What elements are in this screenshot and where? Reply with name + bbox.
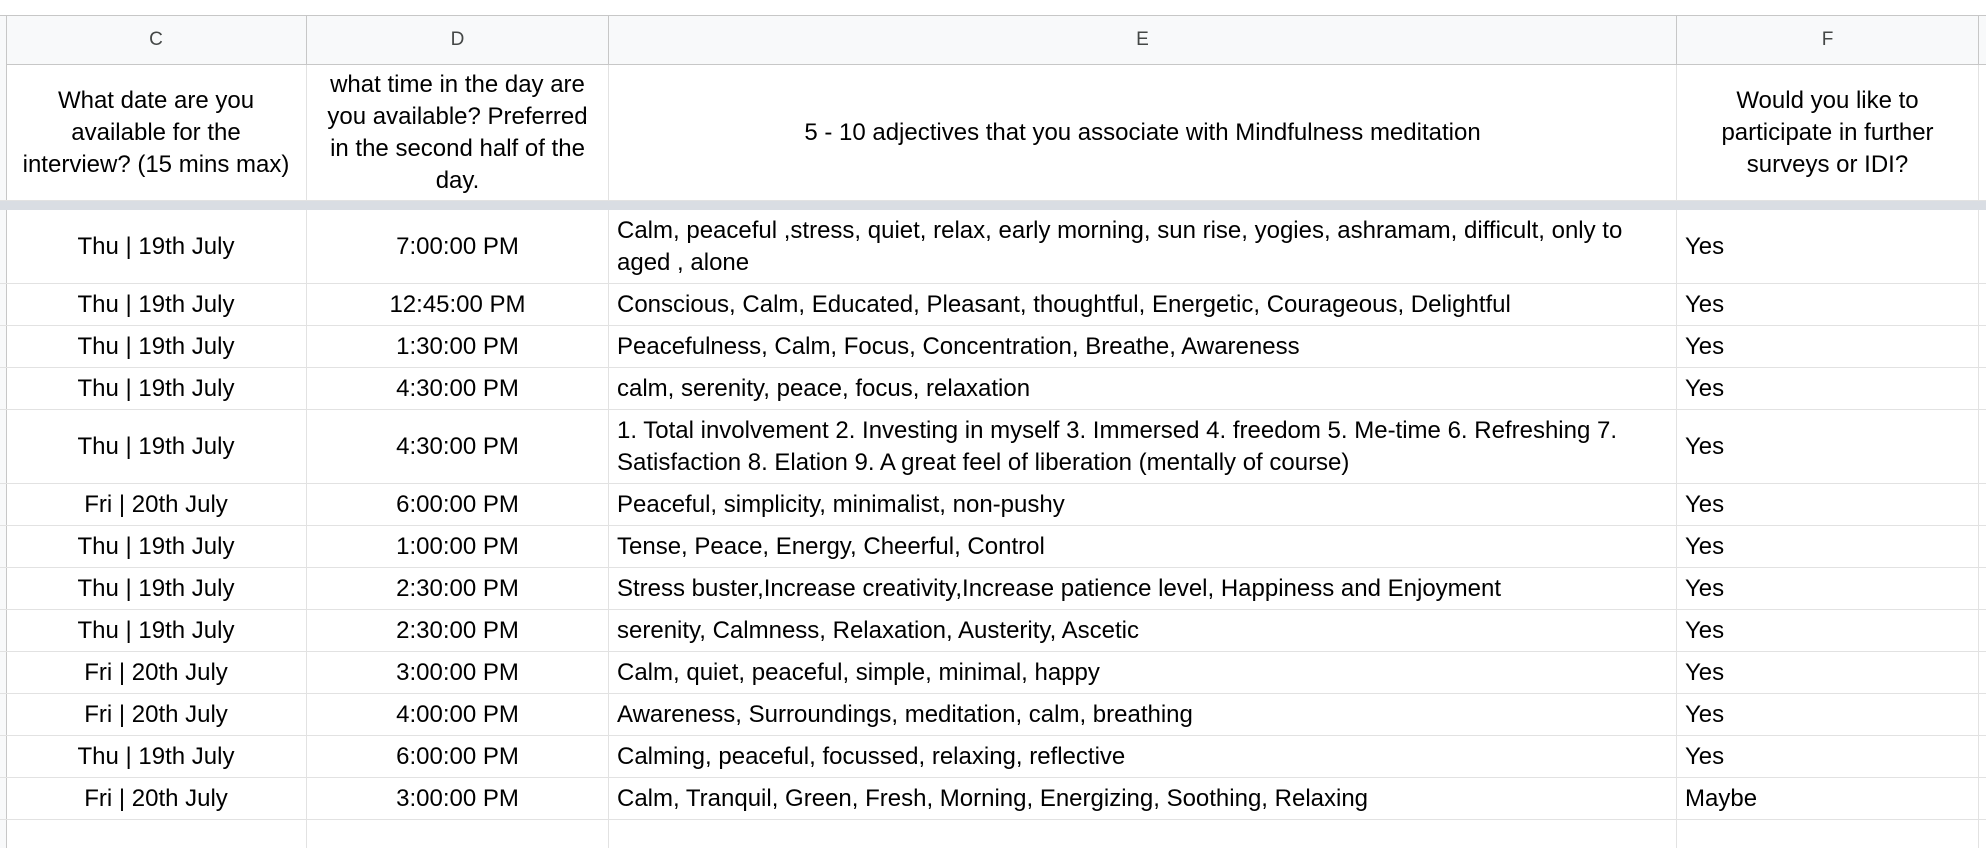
cell-time[interactable]: 6:00:00 PM <box>307 484 609 525</box>
cell-adjectives[interactable]: Calm, Tranquil, Green, Fresh, Morning, Energizing, Soothing, Relaxing <box>609 778 1677 819</box>
cell-participate[interactable]: Yes <box>1677 484 1979 525</box>
cell-time[interactable]: 6:00:00 PM <box>307 736 609 777</box>
header-cell-adjectives[interactable]: 5 - 10 adjectives that you associate with Mindfulness meditation <box>609 65 1677 200</box>
empty-cell[interactable] <box>307 820 609 848</box>
cell-adjectives[interactable]: Tense, Peace, Energy, Cheerful, Control <box>609 526 1677 567</box>
cell-participate[interactable]: Yes <box>1677 736 1979 777</box>
cell-adjectives[interactable]: Calm, peaceful ,stress, quiet, relax, early morning, sun rise, yogies, ashramam, difficult, only to aged , alone <box>609 210 1677 283</box>
cell-participate[interactable]: Yes <box>1677 326 1979 367</box>
cell-time[interactable]: 7:00:00 PM <box>307 210 609 283</box>
cell-participate[interactable]: Yes <box>1677 368 1979 409</box>
cell-time[interactable]: 1:30:00 PM <box>307 326 609 367</box>
cell-participate[interactable]: Maybe <box>1677 778 1979 819</box>
frozen-row-divider[interactable] <box>0 201 1986 210</box>
table-row <box>0 368 1986 410</box>
cell-participate[interactable]: Yes <box>1677 526 1979 567</box>
cell-participate[interactable]: Yes <box>1677 410 1979 483</box>
column-header-f[interactable]: F <box>1677 16 1979 64</box>
table-row <box>0 284 1986 326</box>
cell-adjectives[interactable]: serenity, Calmness, Relaxation, Austerity, Ascetic <box>609 610 1677 651</box>
cell-date[interactable]: Thu | 19th July <box>6 326 307 367</box>
table-row <box>0 526 1986 568</box>
table-row <box>0 210 1986 284</box>
empty-cell[interactable] <box>1677 820 1979 848</box>
table-row <box>0 568 1986 610</box>
table-row <box>0 652 1986 694</box>
cell-time[interactable]: 2:30:00 PM <box>307 610 609 651</box>
cell-adjectives[interactable]: Conscious, Calm, Educated, Pleasant, thoughtful, Energetic, Courageous, Delightful <box>609 284 1677 325</box>
cell-adjectives[interactable]: Peacefulness, Calm, Focus, Concentration, Breathe, Awareness <box>609 326 1677 367</box>
cell-adjectives[interactable]: calm, serenity, peace, focus, relaxation <box>609 368 1677 409</box>
cell-time[interactable]: 2:30:00 PM <box>307 568 609 609</box>
column-header-d[interactable]: D <box>307 16 609 64</box>
cell-adjectives[interactable]: Calming, peaceful, focussed, relaxing, reflective <box>609 736 1677 777</box>
cell-participate[interactable]: Yes <box>1677 610 1979 651</box>
cell-time[interactable]: 4:30:00 PM <box>307 368 609 409</box>
cell-participate[interactable]: Yes <box>1677 568 1979 609</box>
empty-cell[interactable] <box>609 820 1677 848</box>
header-cell-date[interactable]: What date are you available for the interview? (15 mins max) <box>6 65 307 200</box>
cell-participate[interactable]: Yes <box>1677 284 1979 325</box>
cell-date[interactable]: Thu | 19th July <box>6 284 307 325</box>
cell-adjectives[interactable]: 1. Total involvement 2. Investing in myself 3. Immersed 4. freedom 5. Me-time 6. Refreshing 7. Satisfaction 8. Elation 9. A great feel of liberation (mentally of course) <box>609 410 1677 483</box>
cell-date[interactable]: Fri | 20th July <box>6 652 307 693</box>
top-strip <box>0 0 1986 16</box>
cell-date[interactable]: Thu | 19th July <box>6 568 307 609</box>
cell-date[interactable]: Fri | 20th July <box>6 778 307 819</box>
cell-participate[interactable]: Yes <box>1677 694 1979 735</box>
cell-adjectives[interactable]: Stress buster,Increase creativity,Increase patience level, Happiness and Enjoyment <box>609 568 1677 609</box>
cell-date[interactable]: Thu | 19th July <box>6 410 307 483</box>
table-row <box>0 778 1986 820</box>
cell-participate[interactable]: Yes <box>1677 652 1979 693</box>
cell-date[interactable]: Thu | 19th July <box>6 210 307 283</box>
cell-time[interactable]: 3:00:00 PM <box>307 652 609 693</box>
header-row <box>0 65 1986 201</box>
header-cell-time[interactable]: what time in the day are you available? Preferred in the second half of the day. <box>307 65 609 200</box>
cell-participate[interactable]: Yes <box>1677 210 1979 283</box>
cell-time[interactable]: 3:00:00 PM <box>307 778 609 819</box>
table-row <box>0 326 1986 368</box>
empty-row <box>0 820 1986 848</box>
cell-date[interactable]: Fri | 20th July <box>6 694 307 735</box>
header-cell-participate[interactable]: Would you like to participate in further surveys or IDI? <box>1677 65 1979 200</box>
cell-date[interactable]: Thu | 19th July <box>6 526 307 567</box>
column-header-row <box>0 16 1986 65</box>
cell-adjectives[interactable]: Calm, quiet, peaceful, simple, minimal, happy <box>609 652 1677 693</box>
table-row <box>0 484 1986 526</box>
column-header-e[interactable]: E <box>609 16 1677 64</box>
cell-date[interactable]: Thu | 19th July <box>6 610 307 651</box>
table-row <box>0 736 1986 778</box>
cell-time[interactable]: 4:30:00 PM <box>307 410 609 483</box>
cell-time[interactable]: 4:00:00 PM <box>307 694 609 735</box>
cell-adjectives[interactable]: Awareness, Surroundings, meditation, calm, breathing <box>609 694 1677 735</box>
cell-time[interactable]: 12:45:00 PM <box>307 284 609 325</box>
table-row <box>0 610 1986 652</box>
cell-date[interactable]: Thu | 19th July <box>6 368 307 409</box>
table-row <box>0 694 1986 736</box>
cell-time[interactable]: 1:00:00 PM <box>307 526 609 567</box>
cell-date[interactable]: Thu | 19th July <box>6 736 307 777</box>
empty-cell[interactable] <box>6 820 307 848</box>
cell-date[interactable]: Fri | 20th July <box>6 484 307 525</box>
cell-adjectives[interactable]: Peaceful, simplicity, minimalist, non-pushy <box>609 484 1677 525</box>
table-row <box>0 410 1986 484</box>
column-header-c[interactable]: C <box>6 16 307 64</box>
